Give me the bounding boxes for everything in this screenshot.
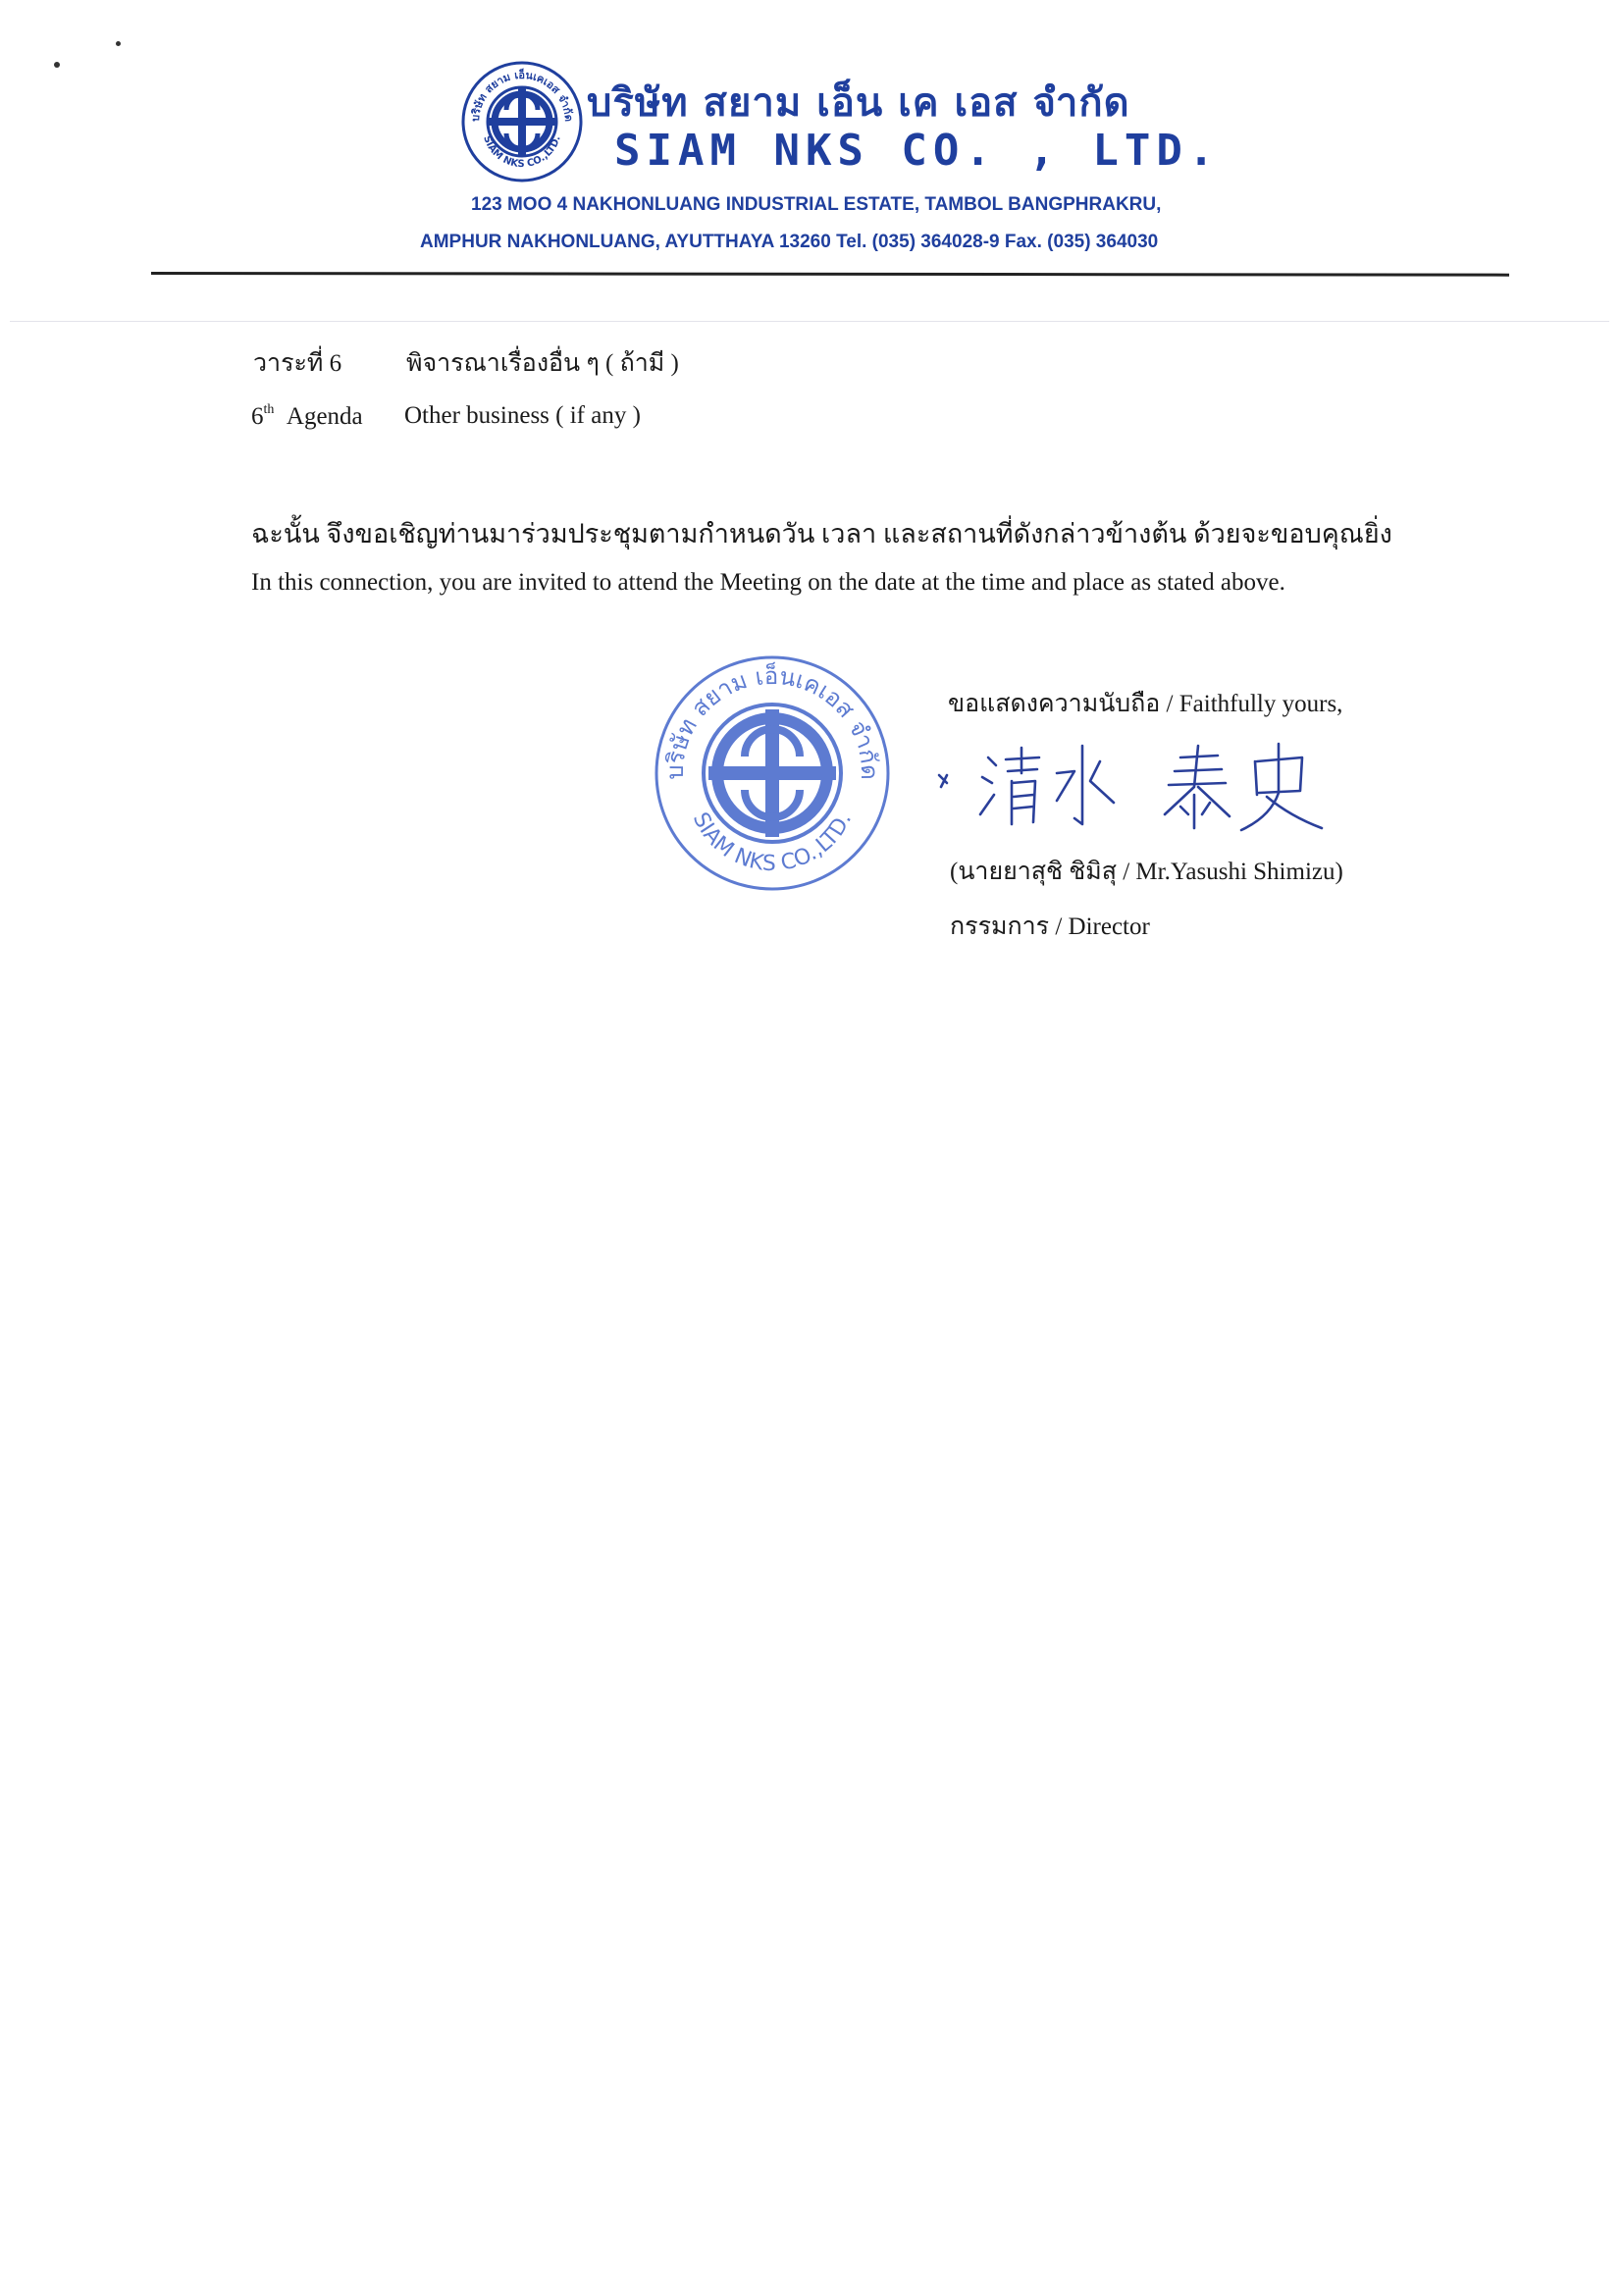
agenda-word: Agenda bbox=[286, 403, 363, 430]
company-name-thai: บริษัท สยาม เอ็น เค เอส จำกัด bbox=[587, 80, 1130, 126]
closing-paragraph-english: In this connection, you are invited to attend the Meeting on the date at the time and place as stated above. bbox=[251, 569, 1285, 596]
address-line-1: 123 MOO 4 NAKHONLUANG INDUSTRIAL ESTATE, TAMBOL BANGPHRAKRU, bbox=[471, 194, 1162, 215]
svg-text:SIAM NKS CO.,LTD.: SIAM NKS CO.,LTD. bbox=[687, 809, 858, 877]
signatory-title: กรรมการ / Director bbox=[950, 913, 1150, 940]
agenda-label-english bbox=[251, 402, 363, 431]
signatory-name: (นายยาสุชิ ชิมิสุ / Mr.Yasushi Shimizu) bbox=[950, 859, 1343, 885]
svg-text:SIAM NKS CO.,LTD.: SIAM NKS CO.,LTD. bbox=[481, 134, 563, 171]
handwritten-signature bbox=[937, 738, 1359, 836]
agenda-text-thai: พิจารณาเรื่องอื่น ๆ ( ถ้ามี ) bbox=[406, 350, 679, 377]
svg-text:บริษัท สยาม เอ็นเคเอส จำกัด: บริษัท สยาม เอ็นเคเอส จำกัด bbox=[468, 68, 576, 123]
svg-text:บริษัท สยาม เอ็นเคเอส จำกัด: บริษัท สยาม เอ็นเคเอส จำกัด bbox=[660, 661, 884, 780]
address-line-2: AMPHUR NAKHONLUANG, AYUTTHAYA 13260 Tel. (035) 364028-9 Fax. (035) 364030 bbox=[420, 232, 1159, 252]
agenda-label-thai: วาระที่ 6 bbox=[253, 350, 342, 377]
company-logo-icon bbox=[459, 59, 585, 184]
closing-salutation: ขอแสดงความนับถือ / Faithfully yours, bbox=[948, 691, 1343, 717]
agenda-text-english: Other business ( if any ) bbox=[404, 402, 641, 429]
company-seal-stamp-icon bbox=[652, 652, 893, 894]
header-divider bbox=[151, 272, 1509, 277]
letterhead bbox=[0, 0, 1623, 285]
scan-artifact-line bbox=[10, 321, 1609, 322]
company-name-english: SIAM NKS CO. , LTD. bbox=[614, 126, 1221, 176]
closing-paragraph-thai: ฉะนั้น จึงขอเชิญท่านมาร่วมประชุมตามกำหนดวัน เวลา และสถานที่ดังกล่าวข้างต้น ด้วยจะขอบคุณยิ่ง bbox=[251, 519, 1392, 548]
agenda-ordinal-suffix: th bbox=[263, 402, 275, 417]
agenda-number: 6 bbox=[251, 403, 264, 430]
